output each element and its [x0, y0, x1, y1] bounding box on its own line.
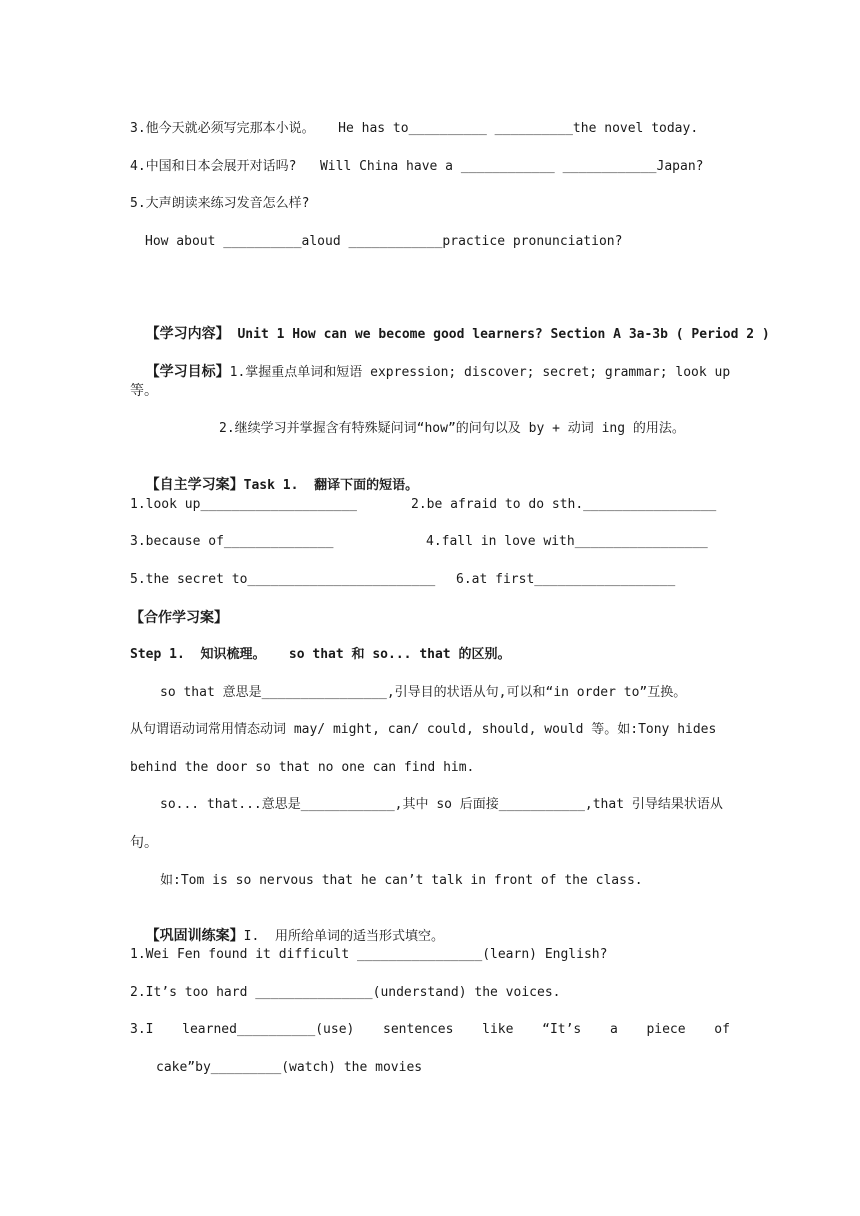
- q3-word: 3.I: [130, 1022, 154, 1037]
- lesson-content-text: Unit 1 How can we become good learners? Section A 3a-3b ( Period 2 ): [229, 327, 770, 342]
- cooperative-step: Step 1. 知识梳理。 so that 和 so... that 的区别。: [130, 647, 511, 662]
- phrase-item: 2.be afraid to do sth._________________: [411, 497, 717, 512]
- lesson-content-row: [130, 307, 770, 344]
- q3-word: sentences: [383, 1022, 454, 1037]
- cooperative-para-1c: behind the door so that no one can find him.: [130, 760, 475, 775]
- lesson-goal-label: 【学习目标】: [145, 364, 230, 380]
- q3-word: a: [609, 1022, 618, 1037]
- cooperative-para-1b: 从句谓语动词常用情态动词 may/ might, can/ could, should, would 等。如:Tony hides: [130, 722, 717, 737]
- cooperative-para-2a: so... that...意思是____________,其中 so 后面接___________,that 引导结果状语从: [160, 797, 723, 812]
- lesson-goal-1-continued: 等。: [130, 383, 158, 399]
- consolidate-row: [130, 909, 444, 946]
- lesson-goal-2: 2.继续学习并掌握含有特殊疑问词“how”的问句以及 by + 动词 ing 的用法。: [219, 421, 685, 436]
- phrase-item: 4.fall in love with_________________: [426, 534, 708, 549]
- phrase-item: 1.look up____________________: [130, 497, 357, 512]
- q3-word: “It’s: [542, 1022, 582, 1037]
- q3-word: like: [482, 1022, 514, 1037]
- consolidate-instruction: I. 用所给单词的适当形式填空。: [243, 929, 444, 944]
- lesson-goal-1: 1.掌握重点单词和短语 expression; discover; secret; grammar; look up: [229, 365, 731, 380]
- phrase-item: 6.at first__________________: [456, 572, 676, 587]
- cooperative-para-1a: so that 意思是________________,引导目的状语从句,可以和“in order to”互换。: [160, 685, 687, 700]
- self-study-row: [130, 458, 418, 495]
- q3-word: of: [714, 1022, 730, 1037]
- q3-word: learned__________(use): [182, 1022, 355, 1037]
- lesson-goal-row: [130, 345, 730, 382]
- cooperative-para-3: 如:Tom is so nervous that he can’t talk in front of the class.: [160, 873, 643, 888]
- exercise-line-5: 5.大声朗读来练习发音怎么样?: [130, 196, 310, 211]
- consolidate-question-2: 2.It’s too hard _______________(understand) the voices.: [130, 985, 561, 1000]
- lesson-content-label: 【学习内容】: [145, 326, 230, 342]
- self-study-label: 【自主学习案】: [145, 477, 244, 493]
- consolidate-question-1: 1.Wei Fen found it difficult ________________(learn) English?: [130, 947, 608, 962]
- consolidate-question-3-continued: cake”by_________(watch) the movies: [156, 1060, 423, 1075]
- cooperative-para-2b: 句。: [130, 835, 158, 851]
- phrase-item: 3.because of______________: [130, 534, 334, 549]
- exercise-line-4: 4.中国和日本会展开对话吗? Will China have a ____________ ____________Japan?: [130, 159, 704, 174]
- consolidate-label: 【巩固训练案】: [145, 928, 244, 944]
- phrase-item: 5.the secret to________________________: [130, 572, 436, 587]
- cooperative-label: 【合作学习案】: [130, 610, 228, 626]
- exercise-line-3: 3.他今天就必须写完那本小说。 He has to__________ __________the novel today.: [130, 121, 699, 136]
- q3-word: piece: [646, 1022, 686, 1037]
- self-study-task: Task 1. 翻译下面的短语。: [243, 478, 419, 493]
- exercise-line-5-english: How about __________aloud ____________practice pronunciation?: [145, 234, 623, 249]
- consolidate-question-3: [130, 1021, 730, 1039]
